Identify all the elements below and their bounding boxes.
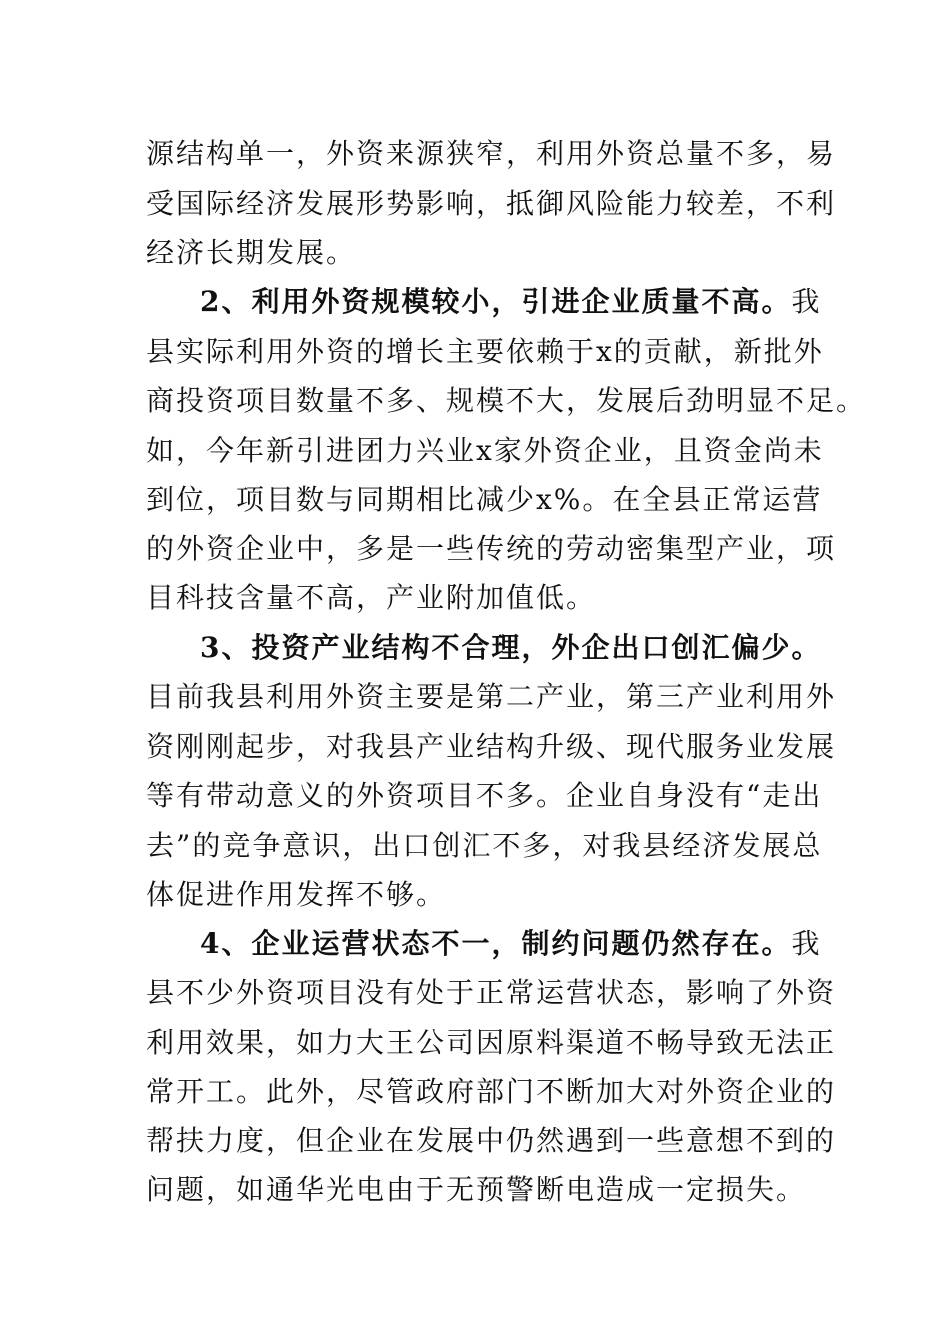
paragraph-4-line-2: 县不少外资项目没有处于正常运营状态，影响了外资 <box>146 976 837 1009</box>
paragraph-3-line-1 <box>200 628 822 668</box>
paragraph-4-line-1: 4、企业运营状态不一，制约问题仍然存在。我 <box>200 927 822 960</box>
paragraph-2-line-7: 目科技含量不高，产业附加值低。 <box>146 581 597 614</box>
paragraph-3-line-4: 等有带动意义的外资项目不多。企业自身没有“走出 <box>146 779 823 812</box>
paragraph-3-line-3: 资刚刚起步，对我县产业结构升级、现代服务业发展 <box>146 730 837 763</box>
section-heading-2: 2、利用外资规模较小，引进企业质量不高。 <box>200 285 792 318</box>
paragraph-4-line-5: 帮扶力度，但企业在发展中仍然遇到一些意想不到的 <box>146 1124 837 1157</box>
paragraph-2-line-3: 商投资项目数量不多、规模不大，发展后劲明显不足。 <box>146 384 867 417</box>
section-heading-3: 3、投资产业结构不合理，外企出口创汇偏少。 <box>200 631 822 664</box>
paragraph-2-line-1: 2、利用外资规模较小，引进企业质量不高。我 <box>200 285 822 318</box>
paragraph-3-line-5: 去”的竞争意识，出口创汇不多，对我县经济发展总 <box>146 829 823 862</box>
paragraph-1-line-1: 源结构单一，外资来源狭窄，利用外资总量不多，易 <box>146 137 837 170</box>
paragraph-2-line-6: 的外资企业中，多是一些传统的劳动密集型产业，项 <box>146 532 837 565</box>
paragraph-4-line-6: 问题，如通华光电由于无预警断电造成一定损失。 <box>146 1173 807 1206</box>
section-heading-4: 4、企业运营状态不一，制约问题仍然存在。 <box>200 927 792 960</box>
paragraph-4-line-4: 常开工。此外，尽管政府部门不断加大对外资企业的 <box>146 1075 837 1108</box>
paragraph-3-line-2: 目前我县利用外资主要是第二产业，第三产业利用外 <box>146 680 837 713</box>
paragraph-3-line-6: 体促进作用发挥不够。 <box>146 878 447 911</box>
paragraph-1-line-3: 经济长期发展。 <box>146 236 357 269</box>
paragraph-2-line-5: 到位，项目数与同期相比减少x%。在全县正常运营 <box>146 483 823 516</box>
paragraph-1-line-2: 受国际经济发展形势影响，抵御风险能力较差，不利 <box>146 187 837 220</box>
paragraph-4-line-3: 利用效果，如力大王公司因原料渠道不畅导致无法正 <box>146 1026 837 1059</box>
paragraph-2-line-2: 县实际利用外资的增长主要依赖于x的贡献，新批外 <box>146 335 824 368</box>
paragraph-2-line-4: 如，今年新引进团力兴业x家外资企业，且资金尚未 <box>146 434 824 467</box>
